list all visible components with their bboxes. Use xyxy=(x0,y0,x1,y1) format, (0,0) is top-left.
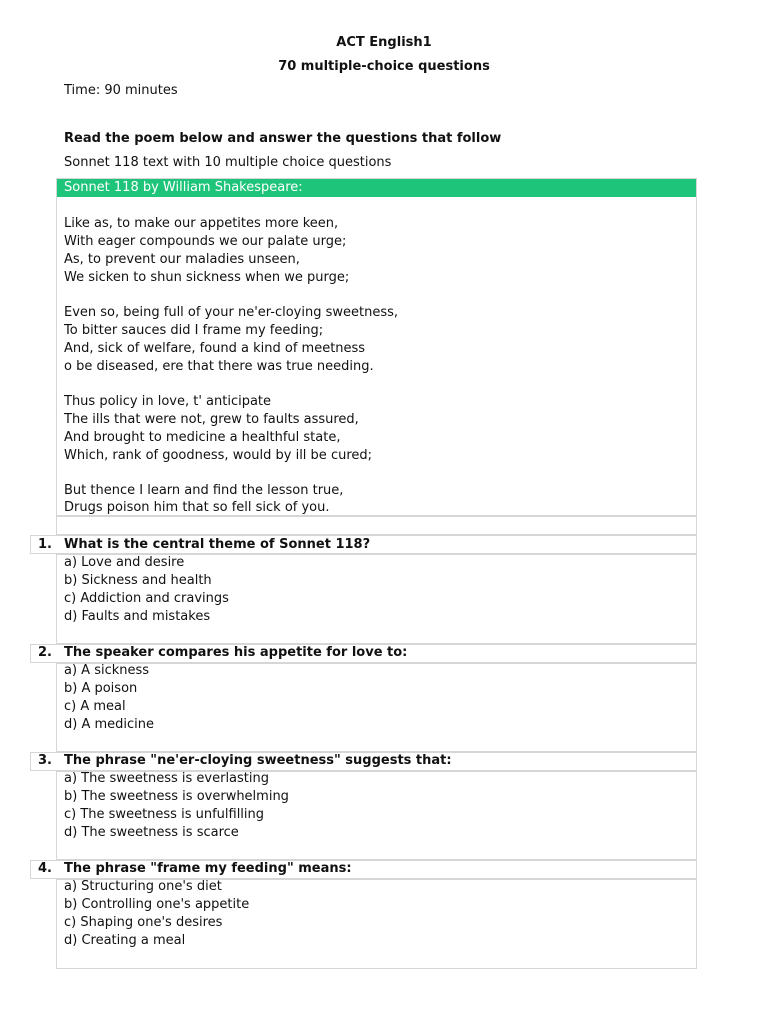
poem-box xyxy=(56,178,697,516)
answer-option: d) The sweetness is scarce xyxy=(64,825,239,840)
poem-line: As, to prevent our maladies unseen, xyxy=(64,252,300,267)
answer-option: b) The sweetness is overwhelming xyxy=(64,789,289,804)
answer-option: d) Creating a meal xyxy=(64,933,186,948)
answer-option: b) A poison xyxy=(64,681,138,696)
spacer-row xyxy=(56,516,697,535)
poem-heading: Sonnet 118 by William Shakespeare: xyxy=(57,179,696,197)
question-number: 4. xyxy=(38,861,52,876)
poem-line: To bitter sauces did I frame my feeding; xyxy=(64,323,324,338)
poem-line: Drugs poison him that so fell sick of you. xyxy=(64,500,330,515)
answer-option: c) Addiction and cravings xyxy=(64,591,229,606)
answer-option: d) A medicine xyxy=(64,717,155,732)
answer-option: c) A meal xyxy=(64,699,126,714)
question-number: 2. xyxy=(38,645,52,660)
poem-line: And brought to medicine a healthful state, xyxy=(64,430,341,445)
instruction-text: Read the poem below and answer the questions that follow xyxy=(64,131,502,146)
answer-option: d) Faults and mistakes xyxy=(64,609,211,624)
answer-option: c) The sweetness is unfulfilling xyxy=(64,807,265,822)
page-subtitle: 70 multiple-choice questions xyxy=(278,59,490,74)
poem-line: Which, rank of goodness, would by ill be cured; xyxy=(64,448,373,463)
question-number: 3. xyxy=(38,753,52,768)
question-text: The speaker compares his appetite for love to: xyxy=(64,645,408,660)
poem-line: And, sick of welfare, found a kind of meetness xyxy=(64,341,366,356)
section-description: Sonnet 118 text with 10 multiple choice questions xyxy=(64,155,392,170)
answer-option: b) Controlling one's appetite xyxy=(64,897,250,912)
question-text: The phrase "ne'er-cloying sweetness" suggests that: xyxy=(64,753,452,768)
answer-option: a) Love and desire xyxy=(64,555,185,570)
poem-line: With eager compounds we our palate urge; xyxy=(64,234,347,249)
question-text: The phrase "frame my feeding" means: xyxy=(64,861,352,876)
poem-line: o be diseased, ere that there was true needing. xyxy=(64,359,374,374)
answer-option: a) The sweetness is everlasting xyxy=(64,771,269,786)
poem-line: The ills that were not, grew to faults assured, xyxy=(64,412,359,427)
question-number: 1. xyxy=(38,537,52,552)
answer-option: b) Sickness and health xyxy=(64,573,212,588)
answer-option: a) Structuring one's diet xyxy=(64,879,222,894)
poem-line: We sicken to shun sickness when we purge; xyxy=(64,270,350,285)
answer-option: c) Shaping one's desires xyxy=(64,915,223,930)
page-title: ACT English1 xyxy=(336,35,432,50)
question-options-box xyxy=(56,663,697,752)
poem-line: Thus policy in love, t' anticipate xyxy=(64,394,272,409)
poem-line: Even so, being full of your ne'er-cloying sweetness, xyxy=(64,305,399,320)
time-limit: Time: 90 minutes xyxy=(64,83,178,98)
poem-line: But thence I learn and find the lesson true, xyxy=(64,483,344,498)
poem-line: Like as, to make our appetites more keen, xyxy=(64,216,339,231)
question-text: What is the central theme of Sonnet 118? xyxy=(64,537,371,552)
answer-option: a) A sickness xyxy=(64,663,150,678)
